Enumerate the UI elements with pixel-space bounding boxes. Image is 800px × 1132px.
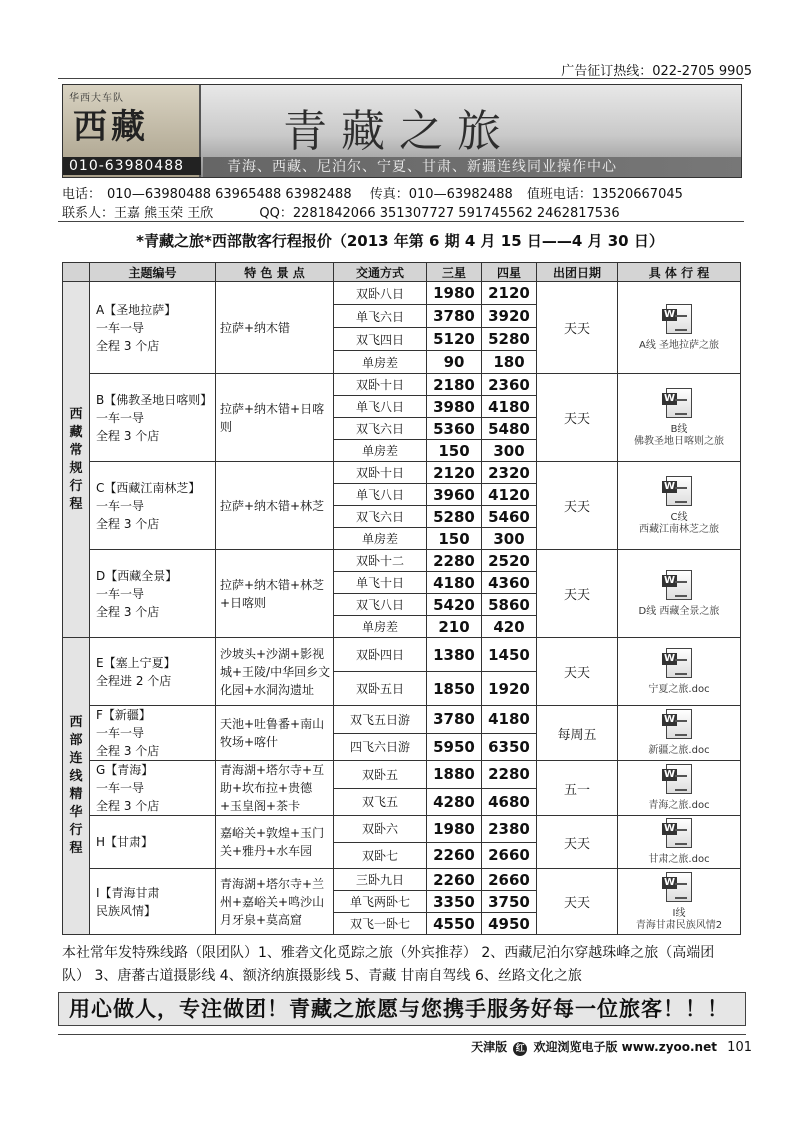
header-cell: 四星 xyxy=(482,263,537,282)
word-doc-icon[interactable] xyxy=(666,304,692,334)
price-3star: 5950 xyxy=(427,733,482,761)
theme-line: A【圣地拉萨】 xyxy=(96,302,177,317)
people-label: 联系人： xyxy=(62,206,115,221)
price-4star: 2120 xyxy=(482,282,537,305)
transport-cell: 双飞六日 xyxy=(334,418,427,440)
doc-label[interactable]: C线 xyxy=(670,511,688,523)
transport-cell: 四飞六日游 xyxy=(334,733,427,761)
transport-cell: 单飞两卧七 xyxy=(334,891,427,913)
sights-cell: 拉萨+纳木错+林芝 xyxy=(216,462,334,550)
price-4star: 2660 xyxy=(482,869,537,891)
sights-cell: 拉萨+纳木错 xyxy=(216,282,334,374)
departure-cell: 天天 xyxy=(537,374,618,462)
theme-cell xyxy=(90,761,216,816)
theme-cell xyxy=(90,706,216,761)
welcome-text: 欢迎浏览电子版 xyxy=(533,1040,618,1054)
contact-line-1 xyxy=(62,183,689,202)
price-4star: 5480 xyxy=(482,418,537,440)
theme-line: 一车一导 xyxy=(96,498,145,513)
transport-cell: 单房差 xyxy=(334,616,427,638)
price-4star: 4360 xyxy=(482,572,537,594)
transport-cell: 双卧六 xyxy=(334,816,427,843)
category-cell: 西藏常规行程 xyxy=(63,282,90,638)
table-row xyxy=(63,761,741,789)
footer xyxy=(471,1038,752,1056)
departure-cell: 天天 xyxy=(537,550,618,638)
page-number: 101 xyxy=(727,1040,752,1055)
price-4star: 180 xyxy=(482,351,537,374)
divider xyxy=(58,1034,746,1035)
price-4star: 5860 xyxy=(482,594,537,616)
theme-line: H【甘肃】 xyxy=(96,835,154,849)
banner xyxy=(62,84,742,178)
theme-line: 全程 3 个店 xyxy=(96,516,160,531)
price-3star: 5120 xyxy=(427,328,482,351)
transport-cell: 双卧十日 xyxy=(334,374,427,396)
table-title: *青藏之旅*西部散客行程报价（2013 年第 6 期 4 月 15 日——4 月 30 日） xyxy=(136,232,664,250)
slogan: 用心做人，专注做团！青藏之旅愿与您携手服务好每一位旅客！！！ xyxy=(58,992,746,1026)
itinerary-doc-link[interactable] xyxy=(618,816,741,869)
word-doc-icon[interactable] xyxy=(666,648,692,678)
duty-number: 13520667045 xyxy=(591,187,683,202)
duty-label: 值班电话： xyxy=(526,187,592,202)
price-3star: 2260 xyxy=(427,842,482,869)
price-3star: 210 xyxy=(427,616,482,638)
doc-label[interactable]: D线 西藏全景之旅 xyxy=(638,605,720,617)
price-4star: 420 xyxy=(482,616,537,638)
theme-line: 一车一导 xyxy=(96,586,145,601)
doc-label[interactable]: I线 xyxy=(672,907,686,919)
departure-cell: 五一 xyxy=(537,761,618,816)
itinerary-doc-link[interactable] xyxy=(618,550,741,638)
theme-line: I【青海甘肃 xyxy=(96,885,160,900)
doc-label[interactable]: 新疆之旅.doc xyxy=(648,745,710,756)
theme-line: 全程进 2 个店 xyxy=(96,673,172,688)
table-row xyxy=(63,869,741,891)
price-4star: 2520 xyxy=(482,550,537,572)
banner-title: 青藏之旅 xyxy=(283,106,515,157)
theme-line: C【西藏江南林芝】 xyxy=(96,480,201,495)
website-link[interactable]: www.zyoo.net xyxy=(621,1040,717,1054)
theme-line: 一车一导 xyxy=(96,726,145,740)
transport-cell: 双飞一卧七 xyxy=(334,913,427,935)
qq-label: QQ： xyxy=(259,206,293,221)
header-cell: 特 色 景 点 xyxy=(216,263,334,282)
price-3star: 150 xyxy=(427,440,482,462)
theme-line: 全程 3 个店 xyxy=(96,799,160,813)
itinerary-doc-link[interactable] xyxy=(618,374,741,462)
theme-cell xyxy=(90,374,216,462)
theme-line: B【佛教圣地日喀则】 xyxy=(96,392,213,407)
header-cell xyxy=(63,263,90,282)
price-4star: 4180 xyxy=(482,706,537,734)
theme-line: 全程 3 个店 xyxy=(96,428,160,443)
theme-line: 一车一导 xyxy=(96,410,145,425)
price-4star: 300 xyxy=(482,528,537,550)
price-4star: 2360 xyxy=(482,374,537,396)
table-row xyxy=(63,816,741,843)
transport-cell: 双卧七 xyxy=(334,842,427,869)
price-4star: 1920 xyxy=(482,672,537,706)
price-4star: 2380 xyxy=(482,816,537,843)
price-4star: 6350 xyxy=(482,733,537,761)
header-cell: 三星 xyxy=(427,263,482,282)
price-4star: 2660 xyxy=(482,842,537,869)
price-3star: 3780 xyxy=(427,305,482,328)
logo xyxy=(63,85,201,178)
sights-cell: 沙坡头+沙湖+影视城+王陵/中华回乡文化园+水洞沟遗址 xyxy=(216,638,334,706)
header-cell: 出团日期 xyxy=(537,263,618,282)
price-3star: 2260 xyxy=(427,869,482,891)
ad-hotline: 广告征订热线：022-2705 9905 xyxy=(561,64,752,79)
theme-cell xyxy=(90,816,216,869)
theme-line: 全程 3 个店 xyxy=(96,744,160,758)
word-doc-icon[interactable] xyxy=(666,476,692,506)
price-3star: 90 xyxy=(427,351,482,374)
theme-line: G【青海】 xyxy=(96,763,154,777)
price-4star: 2280 xyxy=(482,761,537,789)
price-3star: 2180 xyxy=(427,374,482,396)
price-3star: 4280 xyxy=(427,788,482,816)
price-3star: 4180 xyxy=(427,572,482,594)
price-4star: 4120 xyxy=(482,484,537,506)
price-3star: 4550 xyxy=(427,913,482,935)
phone-label: 电话： xyxy=(62,187,102,202)
price-3star: 3780 xyxy=(427,706,482,734)
departure-cell: 天天 xyxy=(537,869,618,935)
doc-label[interactable]: 西藏江南林芝之旅 xyxy=(639,523,719,535)
theme-cell xyxy=(90,638,216,706)
departure-cell: 天天 xyxy=(537,282,618,374)
transport-cell: 双飞五日游 xyxy=(334,706,427,734)
price-table xyxy=(62,262,741,935)
fax-label: 传真： xyxy=(369,187,409,202)
price-3star: 1880 xyxy=(427,761,482,789)
price-4star: 1450 xyxy=(482,638,537,672)
price-4star: 3750 xyxy=(482,891,537,913)
logo-small-text: 华西大车队 xyxy=(69,93,124,104)
divider xyxy=(58,221,744,222)
word-doc-icon[interactable] xyxy=(666,570,692,600)
word-doc-icon[interactable] xyxy=(666,764,692,794)
table-row xyxy=(63,550,741,572)
price-4star: 3920 xyxy=(482,305,537,328)
departure-cell: 天天 xyxy=(537,816,618,869)
price-3star: 2120 xyxy=(427,462,482,484)
logo-text: 西藏 xyxy=(73,107,149,147)
theme-cell xyxy=(90,282,216,374)
itinerary-doc-link[interactable] xyxy=(618,706,741,761)
transport-cell: 单房差 xyxy=(334,440,427,462)
price-3star: 5420 xyxy=(427,594,482,616)
doc-label[interactable]: 青海之旅.doc xyxy=(648,800,710,811)
phone-numbers: 010—63980488 63965488 63982488 xyxy=(107,187,352,202)
theme-line: 全程 3 个店 xyxy=(96,338,160,353)
price-4star: 4950 xyxy=(482,913,537,935)
word-doc-icon[interactable] xyxy=(666,388,692,418)
red-badge: 红 xyxy=(513,1042,527,1056)
doc-label[interactable]: B线 xyxy=(670,423,688,435)
itinerary-doc-link[interactable] xyxy=(618,282,741,374)
doc-label[interactable]: 青海甘肃民族风情2 xyxy=(635,919,723,931)
table-row xyxy=(63,462,741,484)
price-4star: 4680 xyxy=(482,788,537,816)
special-routes: 本社常年发特殊线路（限团队）1、雅砻文化觅踪之旅（外宾推荐） 2、西藏尼泊尔穿越珠峰之旅（高端团队） 3、唐蕃古道摄影线 4、额济纳旗摄影线 5、青藏 甘南自驾线 6、丝路文化之旅 xyxy=(62,945,715,984)
price-3star: 3980 xyxy=(427,396,482,418)
itinerary-doc-link[interactable] xyxy=(618,462,741,550)
table-row xyxy=(63,374,741,396)
price-4star: 4180 xyxy=(482,396,537,418)
sights-cell: 嘉峪关+敦煌+玉门关+雅丹+水车园 xyxy=(216,816,334,869)
departure-cell: 天天 xyxy=(537,638,618,706)
theme-cell xyxy=(90,869,216,935)
transport-cell: 单飞十日 xyxy=(334,572,427,594)
doc-label[interactable]: 甘肃之旅.doc xyxy=(648,854,710,865)
transport-cell: 双飞四日 xyxy=(334,328,427,351)
price-4star: 2320 xyxy=(482,462,537,484)
transport-cell: 双卧十日 xyxy=(334,462,427,484)
contact-line-2 xyxy=(62,202,626,221)
transport-cell: 单房差 xyxy=(334,528,427,550)
transport-cell: 双卧十二 xyxy=(334,550,427,572)
contact-people: 王嘉 熊玉荣 王欣 xyxy=(114,206,214,221)
transport-cell: 双卧四日 xyxy=(334,638,427,672)
divider xyxy=(58,78,744,79)
price-3star: 2280 xyxy=(427,550,482,572)
itinerary-doc-link[interactable] xyxy=(618,638,741,706)
header-cell: 交通方式 xyxy=(334,263,427,282)
transport-cell: 单飞六日 xyxy=(334,305,427,328)
transport-cell: 双飞五 xyxy=(334,788,427,816)
price-4star: 5460 xyxy=(482,506,537,528)
price-4star: 5280 xyxy=(482,328,537,351)
price-3star: 3960 xyxy=(427,484,482,506)
theme-line: 一车一导 xyxy=(96,781,145,795)
table-row xyxy=(63,282,741,305)
banner-subtitle: 青海、西藏、尼泊尔、宁夏、甘肃、新疆连线同业操作中心 xyxy=(203,157,741,177)
transport-cell: 双飞八日 xyxy=(334,594,427,616)
qq-numbers: 2281842066 351307727 591745562 2462817536 xyxy=(292,206,620,221)
transport-cell: 双卧八日 xyxy=(334,282,427,305)
sights-cell: 拉萨+纳木错+日喀则 xyxy=(216,374,334,462)
logo-phone: 010-63980488 xyxy=(63,157,201,175)
category-cell: 西部连线精华行程 xyxy=(63,638,90,935)
transport-cell: 双卧五日 xyxy=(334,672,427,706)
price-3star: 1380 xyxy=(427,638,482,672)
doc-label[interactable]: 宁夏之旅.doc xyxy=(648,683,710,695)
word-doc-icon[interactable] xyxy=(666,818,692,848)
sights-cell: 拉萨+纳木错+林芝+日喀则 xyxy=(216,550,334,638)
price-3star: 150 xyxy=(427,528,482,550)
departure-cell: 每周五 xyxy=(537,706,618,761)
header-cell: 具 体 行 程 xyxy=(618,263,741,282)
theme-line: 全程 3 个店 xyxy=(96,604,160,619)
price-4star: 300 xyxy=(482,440,537,462)
theme-line: 一车一导 xyxy=(96,320,145,335)
transport-cell: 双卧五 xyxy=(334,761,427,789)
table-row xyxy=(63,706,741,734)
price-3star: 5280 xyxy=(427,506,482,528)
price-3star: 3350 xyxy=(427,891,482,913)
word-doc-icon[interactable] xyxy=(666,872,692,902)
word-doc-icon[interactable] xyxy=(666,709,692,739)
theme-line: 民族风情】 xyxy=(96,903,157,918)
sights-cell: 青海湖+塔尔寺+互助+坎布拉+贵德+玉皇阁+茶卡 xyxy=(216,761,334,816)
sights-cell: 天池+吐鲁番+南山牧场+喀什 xyxy=(216,706,334,761)
header-cell: 主题编号 xyxy=(90,263,216,282)
fax-number: 010—63982488 xyxy=(408,187,513,202)
transport-cell: 单飞八日 xyxy=(334,396,427,418)
theme-cell xyxy=(90,462,216,550)
theme-line: F【新疆】 xyxy=(96,708,151,722)
itinerary-doc-link[interactable] xyxy=(618,869,741,935)
theme-line: E【塞上宁夏】 xyxy=(96,655,176,670)
doc-label[interactable]: 佛教圣地日喀则之旅 xyxy=(634,435,724,447)
table-row xyxy=(63,638,741,672)
price-3star: 1850 xyxy=(427,672,482,706)
doc-label[interactable]: A线 圣地拉萨之旅 xyxy=(638,339,720,351)
theme-line: D【西藏全景】 xyxy=(96,568,178,583)
theme-cell xyxy=(90,550,216,638)
transport-cell: 双飞六日 xyxy=(334,506,427,528)
sights-cell: 青海湖+塔尔寺+兰州+嘉峪关+鸣沙山月牙泉+莫高窟 xyxy=(216,869,334,935)
price-3star: 1980 xyxy=(427,816,482,843)
transport-cell: 三卧九日 xyxy=(334,869,427,891)
price-3star: 5360 xyxy=(427,418,482,440)
transport-cell: 单飞八日 xyxy=(334,484,427,506)
table-header-row xyxy=(63,263,741,282)
itinerary-doc-link[interactable] xyxy=(618,761,741,816)
departure-cell: 天天 xyxy=(537,462,618,550)
edition: 天津版 xyxy=(471,1040,508,1054)
price-3star: 1980 xyxy=(427,282,482,305)
transport-cell: 单房差 xyxy=(334,351,427,374)
